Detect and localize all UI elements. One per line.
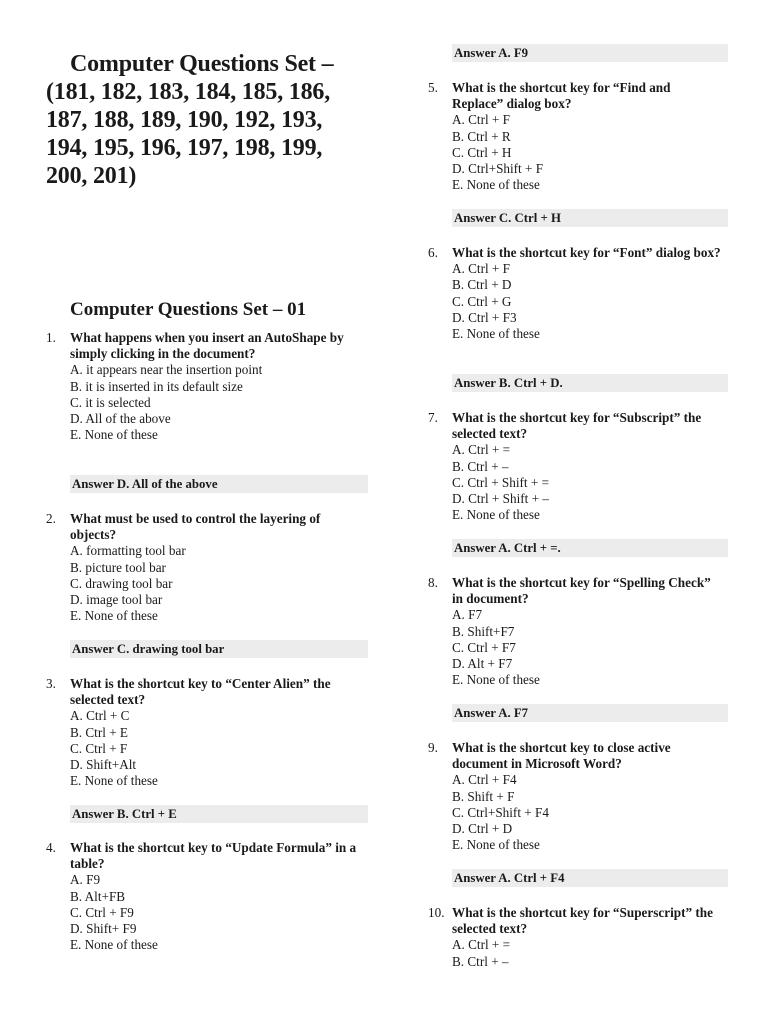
option: E. None of these — [452, 326, 540, 342]
question-number: 7. — [428, 410, 438, 425]
option: C. Ctrl + Shift + = — [452, 474, 550, 490]
set-heading: Computer Questions Set – 01 — [70, 299, 307, 320]
question-item — [428, 575, 728, 688]
question-item — [46, 511, 368, 624]
option: D. All of the above — [70, 411, 171, 427]
question-text: What is the shortcut key for “Find and Replace” dialog box? — [452, 80, 671, 112]
question-item — [46, 840, 368, 953]
options-list — [452, 112, 724, 193]
options-list — [452, 937, 724, 969]
option: E. None of these — [70, 427, 158, 443]
option: B. Ctrl + E — [70, 724, 128, 740]
options-list — [70, 872, 364, 953]
option: A. F9 — [70, 872, 101, 888]
option: D. Alt + F7 — [452, 656, 513, 672]
option: E. None of these — [452, 672, 540, 688]
options-list — [452, 442, 724, 523]
option: B. Ctrl + – — [452, 953, 509, 969]
question-number: 4. — [46, 840, 56, 855]
question-text: What is the shortcut key to close active document in Microsoft Word? — [452, 740, 671, 772]
answer-bar: Answer C. Ctrl + H — [452, 209, 728, 227]
option: A. it appears near the insertion point — [70, 362, 263, 378]
question-item — [428, 410, 728, 523]
option: E. None of these — [452, 507, 540, 523]
option: A. Ctrl + C — [70, 708, 130, 724]
option: E. None of these — [70, 608, 158, 624]
options-list — [452, 607, 724, 688]
question-item — [46, 330, 368, 443]
question-text: What is the shortcut key for “Spelling Check” in document? — [452, 575, 711, 607]
question-text: What is the shortcut key for “Subscript” the selected text? — [452, 410, 702, 442]
question-number: 3. — [46, 676, 56, 691]
option: E. None of these — [70, 937, 158, 953]
option: A. Ctrl + = — [452, 937, 511, 953]
question-number: 6. — [428, 245, 438, 260]
option: B. Shift + F — [452, 788, 515, 804]
options-list — [70, 708, 364, 789]
option: C. Ctrl + F7 — [452, 639, 516, 655]
question-text: What is the shortcut key for “Superscript” the selected text? — [452, 905, 713, 937]
answer-bar: Answer D. All of the above — [70, 475, 368, 493]
option: A. Ctrl + F4 — [452, 772, 517, 788]
options-list — [452, 772, 724, 853]
option: B. Ctrl + R — [452, 128, 511, 144]
option: A. formatting tool bar — [70, 543, 186, 559]
answer-bar: Answer B. Ctrl + E — [70, 805, 368, 823]
option: C. Ctrl + G — [452, 293, 512, 309]
option: C. Ctrl+Shift + F4 — [452, 804, 549, 820]
question-number: 5. — [428, 80, 438, 95]
option: C. drawing tool bar — [70, 575, 173, 591]
options-list — [452, 261, 724, 342]
option: A. Ctrl + = — [452, 442, 511, 458]
option: A. Ctrl + F — [452, 112, 510, 128]
option: B. Ctrl + – — [452, 458, 509, 474]
question-number: 8. — [428, 575, 438, 590]
question-item — [428, 80, 728, 193]
answer-bar: Answer A. F7 — [452, 704, 728, 722]
option: D. Shift+ F9 — [70, 921, 137, 937]
option: C. it is selected — [70, 394, 151, 410]
options-list — [70, 362, 364, 443]
question-item — [428, 905, 728, 970]
question-number: 2. — [46, 511, 56, 526]
option: E. None of these — [452, 837, 540, 853]
option: A. F7 — [452, 607, 483, 623]
question-number: 1. — [46, 330, 56, 345]
question-number: 9. — [428, 740, 438, 755]
option: D. Ctrl+Shift + F — [452, 161, 544, 177]
question-text: What is the shortcut key to “Center Alien” the selected text? — [70, 676, 331, 708]
question-item — [46, 676, 368, 789]
answer-bar: Answer B. Ctrl + D. — [452, 374, 728, 392]
option: D. Ctrl + D — [452, 821, 513, 837]
question-item — [428, 740, 728, 853]
answer-bar: Answer A. F9 — [452, 44, 728, 62]
answer-bar: Answer A. Ctrl + F4 — [452, 869, 728, 887]
question-text: What is the shortcut key to “Update Formula” in a table? — [70, 840, 357, 872]
question-text: What happens when you insert an AutoShape by simply clicking in the document? — [70, 330, 344, 362]
option: C. Ctrl + F9 — [70, 904, 134, 920]
option: A. Ctrl + F — [452, 261, 510, 277]
option: B. Shift+F7 — [452, 623, 515, 639]
question-text: What is the shortcut key for “Font” dialog box? — [452, 245, 721, 260]
question-number: 10. — [428, 905, 445, 920]
option: D. Ctrl + F3 — [452, 309, 517, 325]
option: B. Ctrl + D — [452, 277, 512, 293]
question-item — [428, 245, 728, 342]
option: D. Ctrl + Shift + – — [452, 491, 549, 507]
option: B. picture tool bar — [70, 559, 166, 575]
option: C. Ctrl + F — [70, 740, 128, 756]
answer-bar: Answer A. Ctrl + =. — [452, 539, 728, 557]
option: B. Alt+FB — [70, 888, 126, 904]
option: C. Ctrl + H — [452, 144, 512, 160]
option: B. it is inserted in its default size — [70, 378, 243, 394]
options-list — [70, 543, 364, 624]
question-text: What must be used to control the layering of objects? — [70, 511, 321, 543]
answer-bar: Answer C. drawing tool bar — [70, 640, 368, 658]
option: D. Shift+Alt — [70, 757, 137, 773]
document-title: Computer Questions Set – (181, 182, 183, 184, 185, 186, 187, 188, 189, 190, 192, 193, 194, 195, 196, 197, 198, 199, 200, 201) — [46, 51, 334, 189]
option: E. None of these — [452, 177, 540, 193]
option: E. None of these — [70, 773, 158, 789]
option: D. image tool bar — [70, 592, 163, 608]
